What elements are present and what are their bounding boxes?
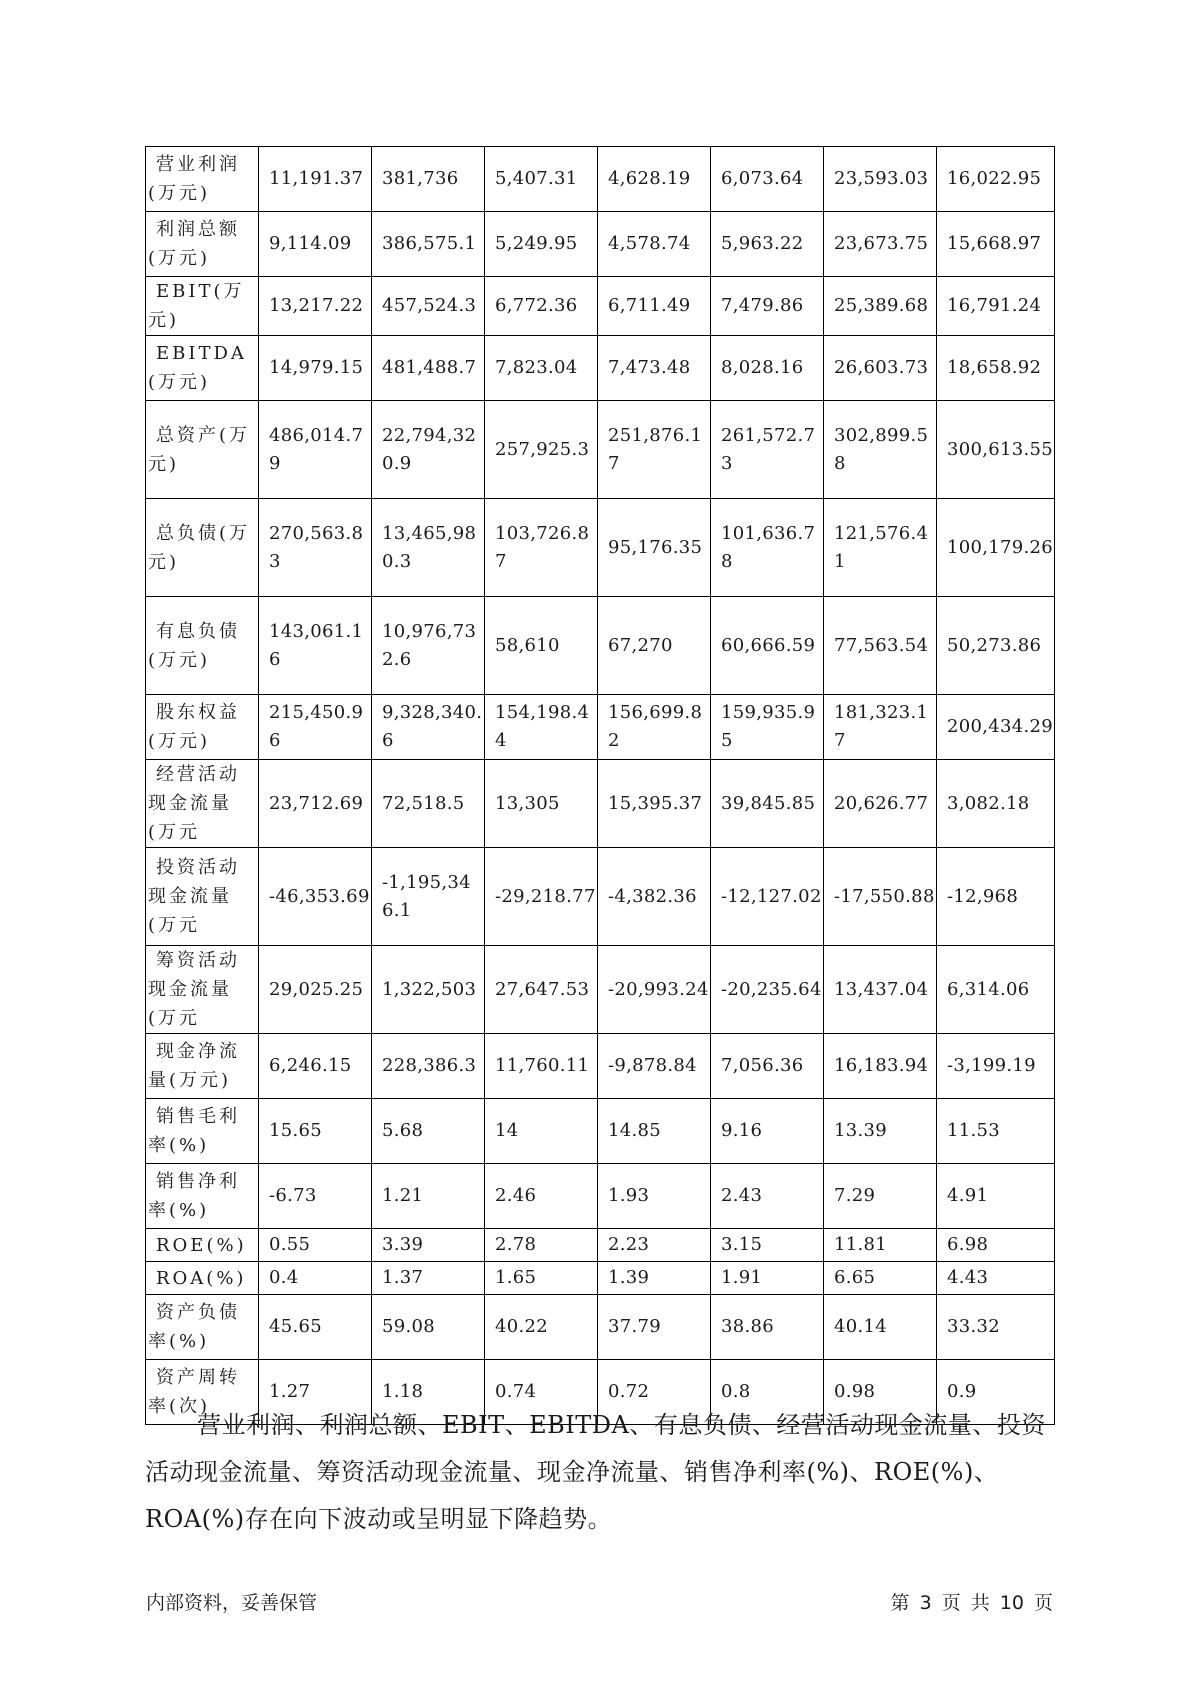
table-cell: 1.21 — [372, 1164, 485, 1229]
table-cell: -29,218.77 — [485, 848, 598, 946]
table-cell: -20,235.64 — [711, 946, 824, 1034]
row-label: 资产周转率(次) — [146, 1360, 259, 1425]
table-cell: 2.78 — [485, 1229, 598, 1262]
table-row — [146, 147, 1055, 212]
table-row — [146, 597, 1055, 695]
table-cell: 215,450.96 — [259, 695, 372, 760]
table-cell: 0.4 — [259, 1262, 372, 1295]
table-cell: 3.39 — [372, 1229, 485, 1262]
table-cell: 228,386.3 — [372, 1034, 485, 1099]
table-row — [146, 946, 1055, 1034]
table-cell: 4,628.19 — [598, 147, 711, 212]
table-cell: 300,613.55 — [937, 401, 1055, 499]
table-cell: 261,572.73 — [711, 401, 824, 499]
financial-table-body — [146, 147, 1055, 1425]
row-label: 现金净流量(万元) — [146, 1034, 259, 1099]
row-label: 总资产(万元) — [146, 401, 259, 499]
table-cell: 7,479.86 — [711, 277, 824, 336]
table-cell: 16,022.95 — [937, 147, 1055, 212]
row-label: 总负债(万元) — [146, 499, 259, 597]
table-cell: 200,434.29 — [937, 695, 1055, 760]
table-cell: 7,473.48 — [598, 336, 711, 401]
table-cell: 0.9 — [937, 1360, 1055, 1425]
table-cell: 4.43 — [937, 1262, 1055, 1295]
table-cell: 33.32 — [937, 1295, 1055, 1360]
table-cell: 13,437.04 — [824, 946, 937, 1034]
table-cell: 1.37 — [372, 1262, 485, 1295]
table-cell: 4.91 — [937, 1164, 1055, 1229]
table-cell: 6.65 — [824, 1262, 937, 1295]
row-label: 销售净利率(%) — [146, 1164, 259, 1229]
table-cell: 13,217.22 — [259, 277, 372, 336]
table-cell: 486,014.79 — [259, 401, 372, 499]
table-cell: 5,407.31 — [485, 147, 598, 212]
table-cell: 457,524.3 — [372, 277, 485, 336]
table-row — [146, 336, 1055, 401]
table-cell: 5,963.22 — [711, 212, 824, 277]
row-label: EBITDA(万元) — [146, 336, 259, 401]
table-cell: 143,061.16 — [259, 597, 372, 695]
table-cell: 1.65 — [485, 1262, 598, 1295]
table-cell: 6,073.64 — [711, 147, 824, 212]
table-cell: 11,191.37 — [259, 147, 372, 212]
table-cell: 7,823.04 — [485, 336, 598, 401]
table-cell: 1.18 — [372, 1360, 485, 1425]
table-row — [146, 212, 1055, 277]
table-cell: -3,199.19 — [937, 1034, 1055, 1099]
table-cell: 14,979.15 — [259, 336, 372, 401]
table-cell: 16,183.94 — [824, 1034, 937, 1099]
row-label: 利润总额(万元) — [146, 212, 259, 277]
table-cell: -9,878.84 — [598, 1034, 711, 1099]
row-label: 有息负债(万元) — [146, 597, 259, 695]
table-row — [146, 1229, 1055, 1262]
table-cell: -46,353.69 — [259, 848, 372, 946]
table-cell: 23,712.69 — [259, 760, 372, 848]
table-row — [146, 1262, 1055, 1295]
financial-table — [145, 146, 1055, 1425]
table-cell: 14 — [485, 1099, 598, 1164]
table-cell: 10,976,732.6 — [372, 597, 485, 695]
table-cell: 11,760.11 — [485, 1034, 598, 1099]
row-label: 投资活动现金流量(万元 — [146, 848, 259, 946]
table-cell: 38.86 — [711, 1295, 824, 1360]
table-cell: 101,636.78 — [711, 499, 824, 597]
row-label: 筹资活动现金流量(万元 — [146, 946, 259, 1034]
table-cell: 25,389.68 — [824, 277, 937, 336]
table-row — [146, 1099, 1055, 1164]
table-cell: 58,610 — [485, 597, 598, 695]
table-cell: 6,711.49 — [598, 277, 711, 336]
footer-page-number: 第 3 页 共 10 页 — [890, 1592, 1053, 1614]
table-row — [146, 695, 1055, 760]
table-cell: 6.98 — [937, 1229, 1055, 1262]
table-row — [146, 1034, 1055, 1099]
table-cell: 29,025.25 — [259, 946, 372, 1034]
row-label: 股东权益(万元) — [146, 695, 259, 760]
table-cell: 7.29 — [824, 1164, 937, 1229]
table-cell: 481,488.7 — [372, 336, 485, 401]
table-cell: 103,726.87 — [485, 499, 598, 597]
table-row — [146, 760, 1055, 848]
table-cell: 1.39 — [598, 1262, 711, 1295]
table-cell: 45.65 — [259, 1295, 372, 1360]
table-cell: 39,845.85 — [711, 760, 824, 848]
table-cell: 7,056.36 — [711, 1034, 824, 1099]
table-cell: 27,647.53 — [485, 946, 598, 1034]
table-cell: 95,176.35 — [598, 499, 711, 597]
table-cell: 23,593.03 — [824, 147, 937, 212]
table-cell: 72,518.5 — [372, 760, 485, 848]
table-cell: 13.39 — [824, 1099, 937, 1164]
table-row — [146, 1295, 1055, 1360]
table-cell: 26,603.73 — [824, 336, 937, 401]
table-cell: 16,791.24 — [937, 277, 1055, 336]
table-cell: 22,794,320.9 — [372, 401, 485, 499]
table-cell: 50,273.86 — [937, 597, 1055, 695]
table-cell: 0.98 — [824, 1360, 937, 1425]
table-cell: 1.27 — [259, 1360, 372, 1425]
table-cell: 77,563.54 — [824, 597, 937, 695]
table-cell: 9,114.09 — [259, 212, 372, 277]
table-cell: 257,925.3 — [485, 401, 598, 499]
table-cell: 154,198.44 — [485, 695, 598, 760]
table-cell: 181,323.17 — [824, 695, 937, 760]
table-cell: 40.14 — [824, 1295, 937, 1360]
table-cell: -1,195,346.1 — [372, 848, 485, 946]
table-cell: 11.81 — [824, 1229, 937, 1262]
table-cell: 270,563.83 — [259, 499, 372, 597]
row-label: 销售毛利率(%) — [146, 1099, 259, 1164]
table-cell: 302,899.58 — [824, 401, 937, 499]
row-label: EBIT(万元) — [146, 277, 259, 336]
table-cell: 15,668.97 — [937, 212, 1055, 277]
table-cell: 13,465,980.3 — [372, 499, 485, 597]
table-cell: 2.43 — [711, 1164, 824, 1229]
table-cell: 159,935.95 — [711, 695, 824, 760]
table-cell: 15,395.37 — [598, 760, 711, 848]
table-row — [146, 277, 1055, 336]
table-cell: 60,666.59 — [711, 597, 824, 695]
table-row — [146, 401, 1055, 499]
table-cell: 59.08 — [372, 1295, 485, 1360]
table-cell: -20,993.24 — [598, 946, 711, 1034]
table-cell: 1.93 — [598, 1164, 711, 1229]
table-cell: 6,246.15 — [259, 1034, 372, 1099]
summary-paragraph: 营业利润、利润总额、EBIT、EBITDA、有息负债、经营活动现金流量、投资活动现金流量、筹资活动现金流量、现金净流量、销售净利率(%)、ROE(%)、ROA(%)存在向下波动或呈明显下降趋势。 — [145, 1411, 1046, 1533]
table-cell: 8,028.16 — [711, 336, 824, 401]
table-cell: 386,575.1 — [372, 212, 485, 277]
table-cell: -17,550.88 — [824, 848, 937, 946]
row-label: 资产负债率(%) — [146, 1295, 259, 1360]
table-cell: 121,576.41 — [824, 499, 937, 597]
table-cell: 15.65 — [259, 1099, 372, 1164]
table-cell: 2.46 — [485, 1164, 598, 1229]
table-cell: 5.68 — [372, 1099, 485, 1164]
table-cell: 0.72 — [598, 1360, 711, 1425]
table-row — [146, 1164, 1055, 1229]
table-cell: 37.79 — [598, 1295, 711, 1360]
table-cell: 1,322,503 — [372, 946, 485, 1034]
table-cell: 0.8 — [711, 1360, 824, 1425]
table-cell: 251,876.17 — [598, 401, 711, 499]
table-cell: 381,736 — [372, 147, 485, 212]
table-row — [146, 848, 1055, 946]
row-label: ROE(%) — [146, 1229, 259, 1262]
table-cell: 11.53 — [937, 1099, 1055, 1164]
table-cell: 67,270 — [598, 597, 711, 695]
row-label: 经营活动现金流量(万元 — [146, 760, 259, 848]
table-cell: 156,699.82 — [598, 695, 711, 760]
table-row — [146, 499, 1055, 597]
table-cell: 23,673.75 — [824, 212, 937, 277]
table-cell: 5,249.95 — [485, 212, 598, 277]
row-label: ROA(%) — [146, 1262, 259, 1295]
table-cell: 3,082.18 — [937, 760, 1055, 848]
table-cell: 3.15 — [711, 1229, 824, 1262]
table-cell: 20,626.77 — [824, 760, 937, 848]
table-cell: 0.55 — [259, 1229, 372, 1262]
table-cell: -12,968 — [937, 848, 1055, 946]
table-cell: 6,772.36 — [485, 277, 598, 336]
table-cell: 4,578.74 — [598, 212, 711, 277]
table-cell: 18,658.92 — [937, 336, 1055, 401]
table-cell: 100,179.26 — [937, 499, 1055, 597]
table-cell: 14.85 — [598, 1099, 711, 1164]
table-cell: -4,382.36 — [598, 848, 711, 946]
table-cell: 0.74 — [485, 1360, 598, 1425]
table-cell: -12,127.02 — [711, 848, 824, 946]
table-cell: 1.91 — [711, 1262, 824, 1295]
table-cell: 40.22 — [485, 1295, 598, 1360]
table-cell: 9,328,340.6 — [372, 695, 485, 760]
table-cell: 13,305 — [485, 760, 598, 848]
table-cell: -6.73 — [259, 1164, 372, 1229]
table-cell: 2.23 — [598, 1229, 711, 1262]
table-cell: 6,314.06 — [937, 946, 1055, 1034]
row-label: 营业利润(万元) — [146, 147, 259, 212]
table-cell: 9.16 — [711, 1099, 824, 1164]
footer-confidential-note: 内部资料，妥善保管 — [146, 1592, 318, 1614]
